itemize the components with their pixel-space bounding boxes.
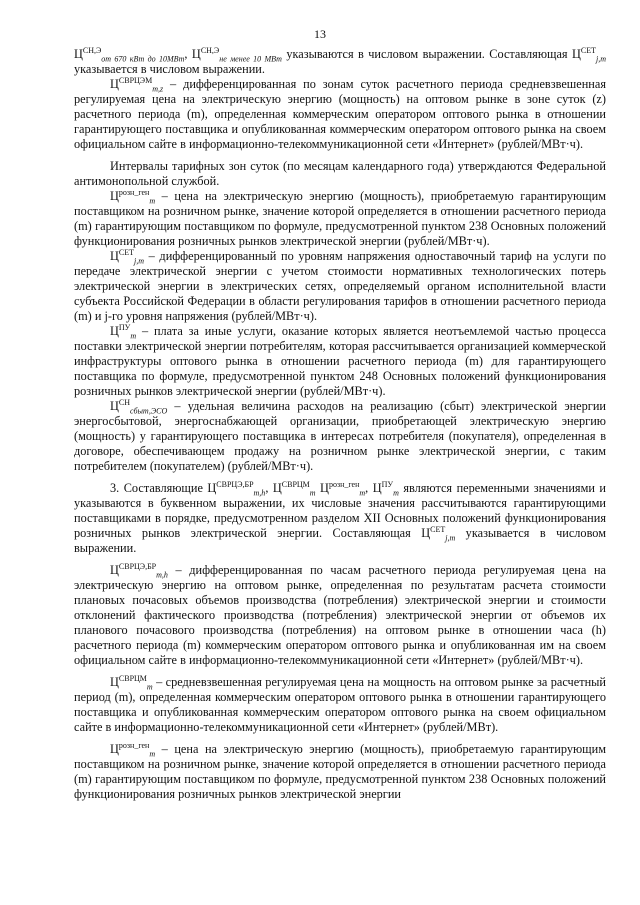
symbol-superscript: розн_ген (118, 740, 150, 750)
paragraph-4 (74, 249, 606, 324)
symbol-superscript: СВРЦЭ,БР (216, 479, 254, 489)
symbol-subscript: j,m (596, 54, 607, 64)
symbol-base: Ц (320, 481, 329, 495)
symbol-subscript: m (309, 488, 316, 498)
symbol-superscript: СВРЦЭМ (118, 75, 153, 85)
page-number: 13 (314, 27, 326, 41)
paragraph-8 (74, 563, 606, 668)
symbol-superscript: СВРЦМ (281, 479, 310, 489)
symbol-base: Ц (110, 189, 119, 203)
paragraph-text: – дифференцированная по часам расчетного периода регулируемая цена на электрическую энергию на оптовом рынке, определенная по результатам расчета стоимости плановых почасовых объемов производства (потребления) электрической энергии и стоимости отклонений фактического производства (потребления) электрической энергии от объемов их планового почасового производства (потребления) на оптовом рынке в отношении часа (h) расчетного периода (m) коммерческим оператором оптового рынка и опубликованная им на своем официальном сайте в информационно-телекоммуникационной сети «Интернет» (рублей/МВт·ч). (74, 563, 606, 667)
symbol-base: Ц (110, 742, 119, 756)
symbol-base: Ц (272, 481, 282, 495)
symbol-base: Ц (110, 563, 119, 577)
symbol-base: Ц (110, 399, 119, 413)
paragraph-text: Интервалы тарифных зон суток (по месяцам календарного года) утверждаются Федеральной антимонопольной службой. (74, 159, 606, 188)
paragraph-text: указывается в числовом выражении. (74, 526, 606, 555)
symbol-subscript: m (149, 749, 156, 759)
formula-symbol (110, 561, 168, 580)
paragraph-1 (74, 77, 606, 152)
paragraph-text: являются переменными значениями и указываются в буквенном выражении, их числовые значения рассчитываются гарантирующими поставщиками в порядке, предусмотренном разделом XII Основных положений функционирования розничных рынков электрической энергии. Составляющая (74, 481, 606, 540)
paragraph-text: – цена на электрическую энергию (мощность), приобретаемую гарантирующим поставщиком на розничном рынке, значение которой определяется в отношении расчетного периода (m) гарантирующим поставщиком по формуле, предусмотренной пунктом 238 Основных положений функционирования розничных рынков электрической энергии (74, 742, 606, 801)
formula-symbol (74, 45, 185, 64)
symbol-subscript: сбыт,ЭСО (130, 406, 168, 416)
symbol-base: Ц (572, 47, 581, 61)
symbol-superscript: ПУ (118, 322, 131, 332)
formula-symbol (191, 45, 282, 64)
formula-symbol (320, 479, 366, 498)
symbol-superscript: розн_ген (328, 479, 360, 489)
formula-symbol (207, 479, 266, 498)
paragraph-text: , (365, 481, 373, 495)
symbol-base: Ц (74, 47, 83, 61)
paragraph-text: указывается в числовом выражении. (74, 62, 265, 76)
formula-symbol (110, 673, 153, 692)
document-body (74, 47, 606, 802)
paragraph-10 (74, 742, 606, 802)
symbol-superscript: розн_ген (118, 187, 150, 197)
paragraph-text: – удельная величина расходов на реализацию (сбыт) электрической энергии энергосбытовой, энергоснабжающей организации, приобретающей электрическую энергию (мощность) у гарантирующего поставщика в интересах потребителя (покупателя), определенная в договоре, обеспечивающем продажу на розничном рынке электрической энергии, с таким потребителем (покупателем) (рублей/МВт·ч). (74, 399, 606, 473)
paragraph-text: – дифференцированный по уровням напряжения одноставочный тариф на услуги по передаче электрической энергии с учетом стоимости нормативных технологических потерь электрической энергии в электрических сетях, определяемый органом исполнительной власти субъекта Российской Федерации в области регулирования тарифов в отношении расчетного периода (m) и j-го уровня напряжения (рублей/МВт·ч). (74, 249, 606, 323)
formula-symbol (110, 75, 164, 94)
symbol-subscript: m,h (253, 488, 266, 498)
paragraph-text: указываются в числовом выражении. Составляющая (281, 47, 573, 61)
symbol-subscript: m (359, 488, 366, 498)
symbol-subscript: m,h (156, 570, 168, 580)
formula-symbol (421, 524, 456, 543)
formula-symbol (110, 740, 156, 759)
paragraph-text: – плата за иные услуги, оказание которых является неотъемлемой частью процесса поставки электрической энергии потребителям, которая рассчитывается организацией коммерческой инфраструктуры оптового рынка в отношении расчетного периода (m) для гарантирующего поставщика по формуле, предусмотренной пунктом 248 Основных положений функционирования розничных рынков электрической энергии (рублей/МВт·ч). (74, 324, 606, 398)
symbol-base: Ц (110, 675, 119, 689)
formula-symbol (372, 479, 399, 498)
formula-symbol (110, 322, 137, 341)
symbol-superscript: СН (118, 397, 131, 407)
symbol-base: Ц (421, 526, 431, 540)
paragraph-text: – дифференцированная по зонам суток расчетного периода средневзвешенная регулируемая цена на электрическую энергию (мощность) на оптовом рынке в зоне суток (z) расчетного периода (m), определенная коммерческим оператором оптового рынка в отношении гарантирующего поставщика и опубликованная коммерческим оператором оптового рынка на своем официальном сайте в информационно-телекоммуникационной сети «Интернет» (рублей/МВт·ч). (74, 77, 606, 151)
paragraph-5 (74, 324, 606, 399)
symbol-subscript: j,m (445, 533, 456, 543)
paragraph-0 (74, 47, 606, 77)
symbol-subscript: m (149, 196, 156, 206)
symbol-superscript: СВРЦЭ,БР (118, 561, 157, 571)
symbol-base: Ц (191, 47, 201, 61)
paragraph-2 (74, 159, 606, 189)
symbol-subscript: j,m (134, 256, 144, 266)
formula-symbol (272, 479, 316, 498)
paragraph-text: , (265, 481, 273, 495)
formula-symbol (110, 187, 156, 206)
symbol-subscript: от 670 кВт до 10МВт (101, 54, 185, 64)
paragraph-text: 3. Составляющие (110, 481, 208, 495)
symbol-base: Ц (110, 249, 119, 263)
symbol-superscript: ПУ (381, 479, 394, 489)
paragraph-7 (74, 481, 606, 556)
symbol-superscript: СН,Э (82, 45, 102, 55)
paragraph-3 (74, 189, 606, 249)
formula-symbol (110, 247, 144, 266)
symbol-subscript: m (146, 682, 153, 692)
paragraph-text: – средневзвешенная регулируемая цена на мощность на оптовом рынке за расчетный период (m), определенная коммерческим оператором оптового рынка в отношении гарантирующего поставщика и опубликованная коммерческим оператором оптового рынка на своем официальном сайте в информационно-телекоммуникационной сети «Интернет» (рублей/МВт). (74, 675, 606, 734)
symbol-subscript: m,z (152, 84, 164, 94)
symbol-subscript: не менее 10 МВт (219, 54, 282, 64)
symbol-superscript: СН,Э (200, 45, 220, 55)
symbol-base: Ц (372, 481, 382, 495)
symbol-superscript: СЕТ (118, 247, 134, 257)
symbol-base: Ц (110, 324, 119, 338)
formula-symbol (110, 397, 168, 416)
symbol-subscript: m (130, 331, 137, 341)
symbol-base: Ц (207, 481, 217, 495)
symbol-subscript: m (393, 488, 399, 498)
symbol-base: Ц (110, 77, 119, 91)
paragraph-9 (74, 675, 606, 735)
paragraph-text: , (184, 47, 192, 61)
symbol-superscript: СЕТ (580, 45, 597, 55)
paragraph-text: – цена на электрическую энергию (мощность), приобретаемую гарантирующим поставщиком на розничном рынке, значение которой определяется в отношении расчетного периода (m) гарантирующим поставщиком по формуле, предусмотренной пунктом 238 Основных положений функционирования розничных рынков электрической энергии (рублей/МВт·ч). (74, 189, 606, 248)
formula-symbol (572, 45, 607, 64)
paragraph-6 (74, 399, 606, 474)
symbol-superscript: СЕТ (430, 524, 446, 534)
symbol-superscript: СВРЦМ (118, 673, 147, 683)
